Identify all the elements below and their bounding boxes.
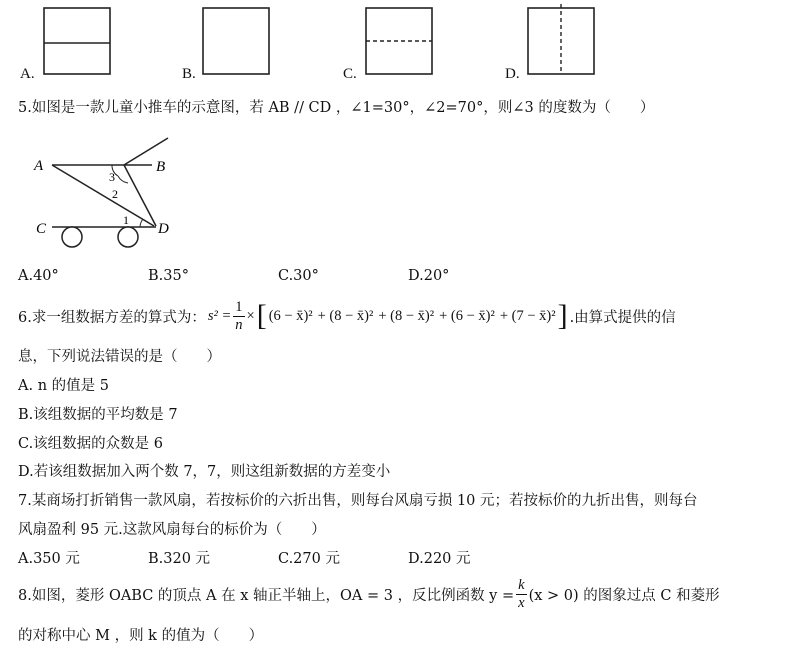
q5-option-b[interactable]: B.35° [148, 268, 189, 284]
q7-option-c[interactable]: C.270 元 [278, 551, 340, 567]
q8-frac-num: k [518, 577, 525, 593]
q6-suffix: .由算式提供的信 [569, 309, 676, 326]
q8-frac-den: x [518, 594, 525, 611]
q5-option-c[interactable]: C.30° [278, 268, 319, 284]
q6-option-d[interactable]: D.若该组数据加入两个数 7，7，则这组新数据的方差变小 [18, 464, 391, 480]
q5-option-d[interactable]: D.20° [408, 268, 450, 284]
q6-frac-den: n [235, 316, 243, 333]
q5-question-text: 5.如图是一款儿童小推车的示意图，若 AB // CD ，∠1=30°，∠2=70°，则∠3 的度数为（ ） [18, 100, 655, 116]
q4-option-b-label: B. [182, 66, 196, 82]
q8-part1: 8.如图，菱形 OABC 的顶点 A 在 x 轴正半轴上，OA = 3 ，反比例函数 y = [18, 587, 515, 604]
label-angle-2: 2 [112, 187, 118, 201]
q7-question-line1: 7.某商场打折销售一款风扇，若按标价的六折出售，则每台风扇亏损 10 元；若按标价的九折出售，则每台 [18, 493, 698, 509]
q6-question-line2: 息，下列说法错误的是（ ） [18, 349, 221, 365]
label-b: B [156, 159, 166, 175]
q4-option-d-label: D. [505, 66, 520, 82]
q7-option-d[interactable]: D.220 元 [408, 551, 471, 567]
q6-question-line1 [18, 296, 676, 336]
wheel-left [62, 227, 82, 247]
q6-term-5: + (7 − x̄)² [499, 307, 556, 324]
label-angle-3: 3 [109, 170, 115, 184]
q6-formula-lhs: s² = [207, 307, 232, 324]
q6-bracket-open: [ [256, 299, 267, 332]
q6-term-1: (6 − x̄)² [268, 307, 313, 324]
q6-prefix: 6.求一组数据方差的算式为： [18, 309, 206, 326]
q6-option-a[interactable]: A. n 的值是 5 [18, 378, 109, 394]
q4-option-a-label: A. [20, 66, 35, 82]
q6-bracket-close: ] [557, 299, 568, 332]
q4-figure-d [524, 4, 604, 80]
angle-2-arc [118, 176, 128, 183]
q4-option-c-label: C. [343, 66, 357, 82]
label-d: D [158, 221, 169, 237]
q5-stroller-figure [28, 130, 208, 252]
q6-term-4: + (6 − x̄)² [439, 307, 495, 324]
q5-option-a[interactable]: A.40° [18, 268, 59, 284]
angle-1-arc [140, 219, 143, 227]
q6-times: × [246, 307, 255, 324]
label-angle-1: 1 [123, 213, 129, 227]
label-c: C [36, 221, 47, 237]
label-a: A [34, 158, 44, 174]
q4-figure-a [40, 4, 120, 80]
q8-question-line1 [18, 574, 720, 614]
wheel-right [118, 227, 138, 247]
q8-fraction [516, 578, 526, 610]
q7-option-a[interactable]: A.350 元 [18, 551, 80, 567]
q4-figure-b [199, 4, 279, 80]
q7-question-line2: 风扇盈利 95 元.这款风扇每台的标价为（ ） [18, 522, 326, 538]
q6-option-c[interactable]: C.该组数据的众数是 6 [18, 436, 164, 452]
q6-option-b[interactable]: B.该组数据的平均数是 7 [18, 407, 178, 423]
q4-figure-c [362, 4, 442, 80]
q7-option-b[interactable]: B.320 元 [148, 551, 211, 567]
q6-term-2: + (8 − x̄)² [317, 307, 374, 324]
segment-ad [52, 165, 154, 226]
q6-frac-num: 1 [235, 299, 243, 315]
q8-part2: (x > 0) 的图象过点 C 和菱形 [528, 587, 720, 604]
q8-question-line2: 的对称中心 M ，则 k 的值为（ ） [18, 628, 264, 644]
q6-term-3: + (8 − x̄)² [378, 307, 435, 324]
q6-formula-fraction [233, 300, 244, 332]
